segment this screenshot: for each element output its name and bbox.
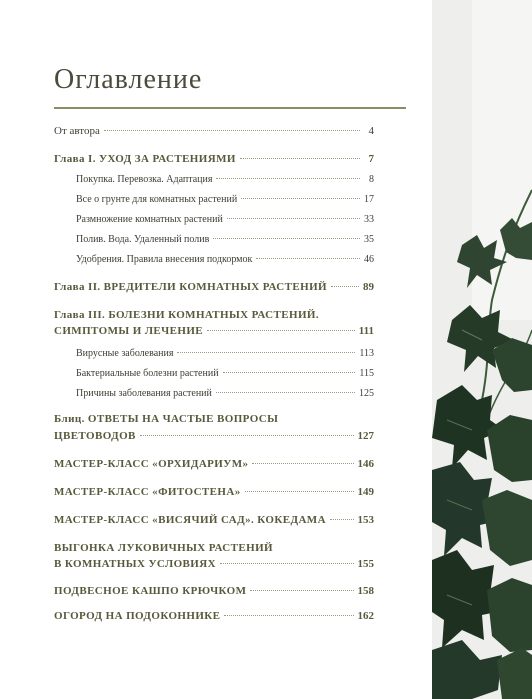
toc-entry-soil[interactable]: Все о грунте для комнатных растений 17 <box>76 194 374 205</box>
toc-entry-phytowall[interactable]: МАСТЕР-КЛАСС «ФИТОСТЕНА» 149 <box>54 486 374 498</box>
toc-entry-orchidarium[interactable]: МАСТЕР-КЛАСС «ОРХИДАРИУМ» 146 <box>54 458 374 470</box>
toc-entry-chapter-2[interactable]: Глава II. ВРЕДИТЕЛИ КОМНАТНЫХ РАСТЕНИЙ 89 <box>54 281 374 293</box>
plant-leaves-image <box>432 0 532 699</box>
toc-entry-chapter-1[interactable]: Глава I. УХОД ЗА РАСТЕНИЯМИ 7 <box>54 153 374 165</box>
toc-entry-chapter-3-line1: Глава III. БОЛЕЗНИ КОМНАТНЫХ РАСТЕНИЙ. <box>54 309 320 321</box>
toc-entry-blitz-line1: Блиц. ОТВЕТЫ НА ЧАСТЫЕ ВОПРОСЫ <box>54 413 279 425</box>
toc-entry-blitz[interactable]: ЦВЕТОВОДОВ 127 <box>54 430 374 442</box>
toc-entry-purchase[interactable]: Покупка. Перевозка. Адаптация 8 <box>76 174 374 185</box>
toc-entry-author[interactable]: От автора 4 <box>54 125 374 137</box>
toc-entry-causes[interactable]: Причины заболевания растений 125 <box>76 388 374 399</box>
toc-entry-hanging-garden[interactable]: МАСТЕР-КЛАСС «ВИСЯЧИЙ САД». КОКЕДАМА 153 <box>54 514 374 526</box>
toc-entry-fertilizers[interactable]: Удобрения. Правила внесения подкормок 46 <box>76 254 374 265</box>
toc-entry-crochet-pot[interactable]: ПОДВЕСНОЕ КАШПО КРЮЧКОМ 158 <box>54 585 374 597</box>
toc-entry-viral[interactable]: Вирусные заболевания 113 <box>76 348 374 359</box>
plant-photo <box>432 0 532 699</box>
page-title: Оглавление <box>54 64 203 95</box>
toc-entry-bulbs[interactable]: В КОМНАТНЫХ УСЛОВИЯХ 155 <box>54 558 374 570</box>
toc-entry-chapter-3[interactable]: СИМПТОМЫ И ЛЕЧЕНИЕ 111 <box>54 325 374 337</box>
toc-entry-propagation[interactable]: Размножение комнатных растений 33 <box>76 214 374 225</box>
toc-entry-bulbs-line1: ВЫГОНКА ЛУКОВИЧНЫХ РАСТЕНИЙ <box>54 542 273 554</box>
toc-entry-windowsill-garden[interactable]: ОГОРОД НА ПОДОКОННИКЕ 162 <box>54 610 374 622</box>
toc-entry-bacterial[interactable]: Бактериальные болезни растений 115 <box>76 368 374 379</box>
toc-entry-watering[interactable]: Полив. Вода. Удаленный полив 35 <box>76 234 374 245</box>
